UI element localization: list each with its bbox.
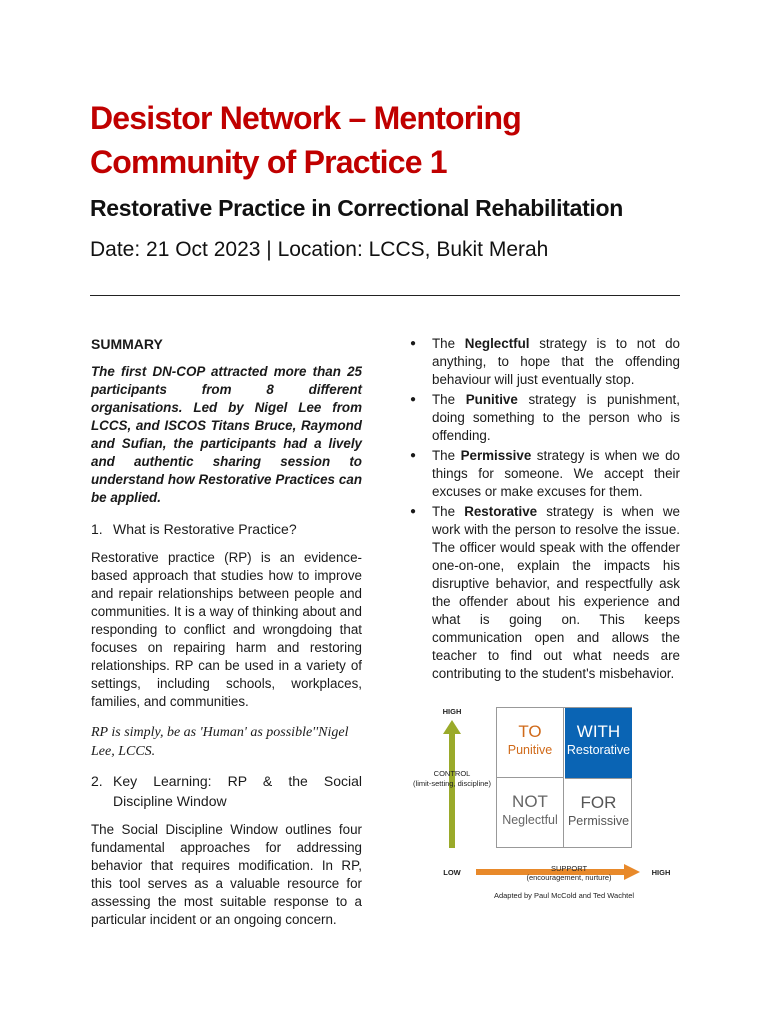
list-item-text: The Permissive strategy is when we do things for someone. We accept their excuses or make excuses for them.: [432, 448, 681, 499]
list-item-text: The Punitive strategy is punishment, doing something to the person who is offending.: [432, 392, 680, 443]
list-item-text: The Restorative strategy is when we work with the person to resolve the issue. The officer would speak with the offender one-on-one, explain the impacts his disruptive behavior, and respectfully ask the offender about his experience and what is going on. This keeps communication open and allows the teacher to find out what needs are contributing to the student's misbehavior.: [432, 504, 680, 681]
bullet-icon: ●: [410, 338, 417, 349]
summary-heading: SUMMARY: [91, 336, 163, 352]
control-axis-label: CONTROL: [433, 769, 471, 778]
list-item-text: The Neglectful strategy is to not do anything, to hope that the offending behaviour will just eventually stop.: [432, 336, 680, 387]
quadrant-title: NOT: [512, 792, 548, 811]
strategy-list: [408, 335, 680, 683]
bullet-icon: ●: [410, 450, 417, 461]
list-item: [408, 391, 680, 445]
document-title: Desistor Network – Mentoring Community of Practice 1: [90, 100, 522, 180]
quadrant-title: TO: [518, 722, 542, 741]
support-axis-sublabel: (encouragement, nurture): [526, 873, 612, 882]
header-divider: [90, 295, 680, 296]
quadrant-title: FOR: [580, 793, 617, 812]
right-column: [408, 335, 680, 685]
section-number: 1.: [91, 521, 103, 537]
social-discipline-window-diagram: [406, 700, 682, 906]
quadrant-label: Permissive: [567, 814, 630, 828]
quote: RP is simply, be as 'Human' as possible''Nigel Lee, LCCS.: [91, 725, 349, 759]
social-discipline-paragraph: The Social Discipline Window outlines four fundamental approaches for addressing behavior that requires modification. In RP, this tool serves as a valuable resource for assessing the most suitable response to a particular incident or an ongoing concern.: [91, 822, 362, 927]
section-heading-1: [91, 519, 362, 539]
support-axis-label: SUPPORT: [550, 864, 588, 873]
bullet-icon: ●: [410, 506, 417, 517]
list-item: [408, 335, 680, 389]
section-heading-2: [91, 771, 362, 811]
quadrant-not-neglectful: [497, 778, 564, 848]
discipline-window-grid: [496, 707, 632, 848]
date-location-line: Date: 21 Oct 2023 | Location: LCCS, Bukit Merah: [90, 238, 549, 261]
control-high-label: HIGH: [442, 707, 462, 716]
low-label: LOW: [443, 868, 461, 877]
quadrant-label: Punitive: [507, 743, 553, 757]
diagram-credit: Adapted by Paul McCold and Ted Wachtel: [493, 891, 635, 900]
section-title: What is Restorative Practice?: [113, 521, 297, 537]
section-number: 2.: [91, 773, 103, 789]
left-column: [91, 335, 362, 941]
quadrant-for-permissive: [565, 778, 632, 848]
quadrant-label: Neglectful: [502, 813, 558, 827]
summary-text: The first DN-COP attracted more than 25 participants from 8 different organisations. Led by Nigel Lee from LCCS, and ISCOS Titans Bruce, Raymond and Sufian, the participants had a lively and authentic sharing session to understand how Restorative Practices can be applied.: [91, 364, 362, 505]
rp-definition-paragraph: Restorative practice (RP) is an evidence-based approach that studies how to improve and repair relationships between people and communities. It is a way of thinking about and responding to conflict and wrongdoing that focuses on repairing harm and restoring relationships. RP can be used in a variety of settings, including schools, workplaces, families, and communities.: [91, 550, 362, 709]
control-axis-sublabel: (limit-setting, discipline): [413, 779, 491, 788]
quadrant-title: WITH: [576, 722, 621, 741]
bullet-icon: ●: [410, 394, 417, 405]
support-high-label: HIGH: [651, 868, 671, 877]
list-item: [408, 503, 680, 683]
document-subtitle: Restorative Practice in Correctional Rehabilitation: [90, 195, 624, 221]
list-item: [408, 447, 680, 501]
section-title: Key Learning: RP & the Social Discipline Window: [113, 773, 362, 809]
quadrant-to-punitive: [497, 708, 564, 778]
quadrant-label: Restorative: [566, 743, 631, 757]
quadrant-with-restorative: [565, 708, 632, 778]
